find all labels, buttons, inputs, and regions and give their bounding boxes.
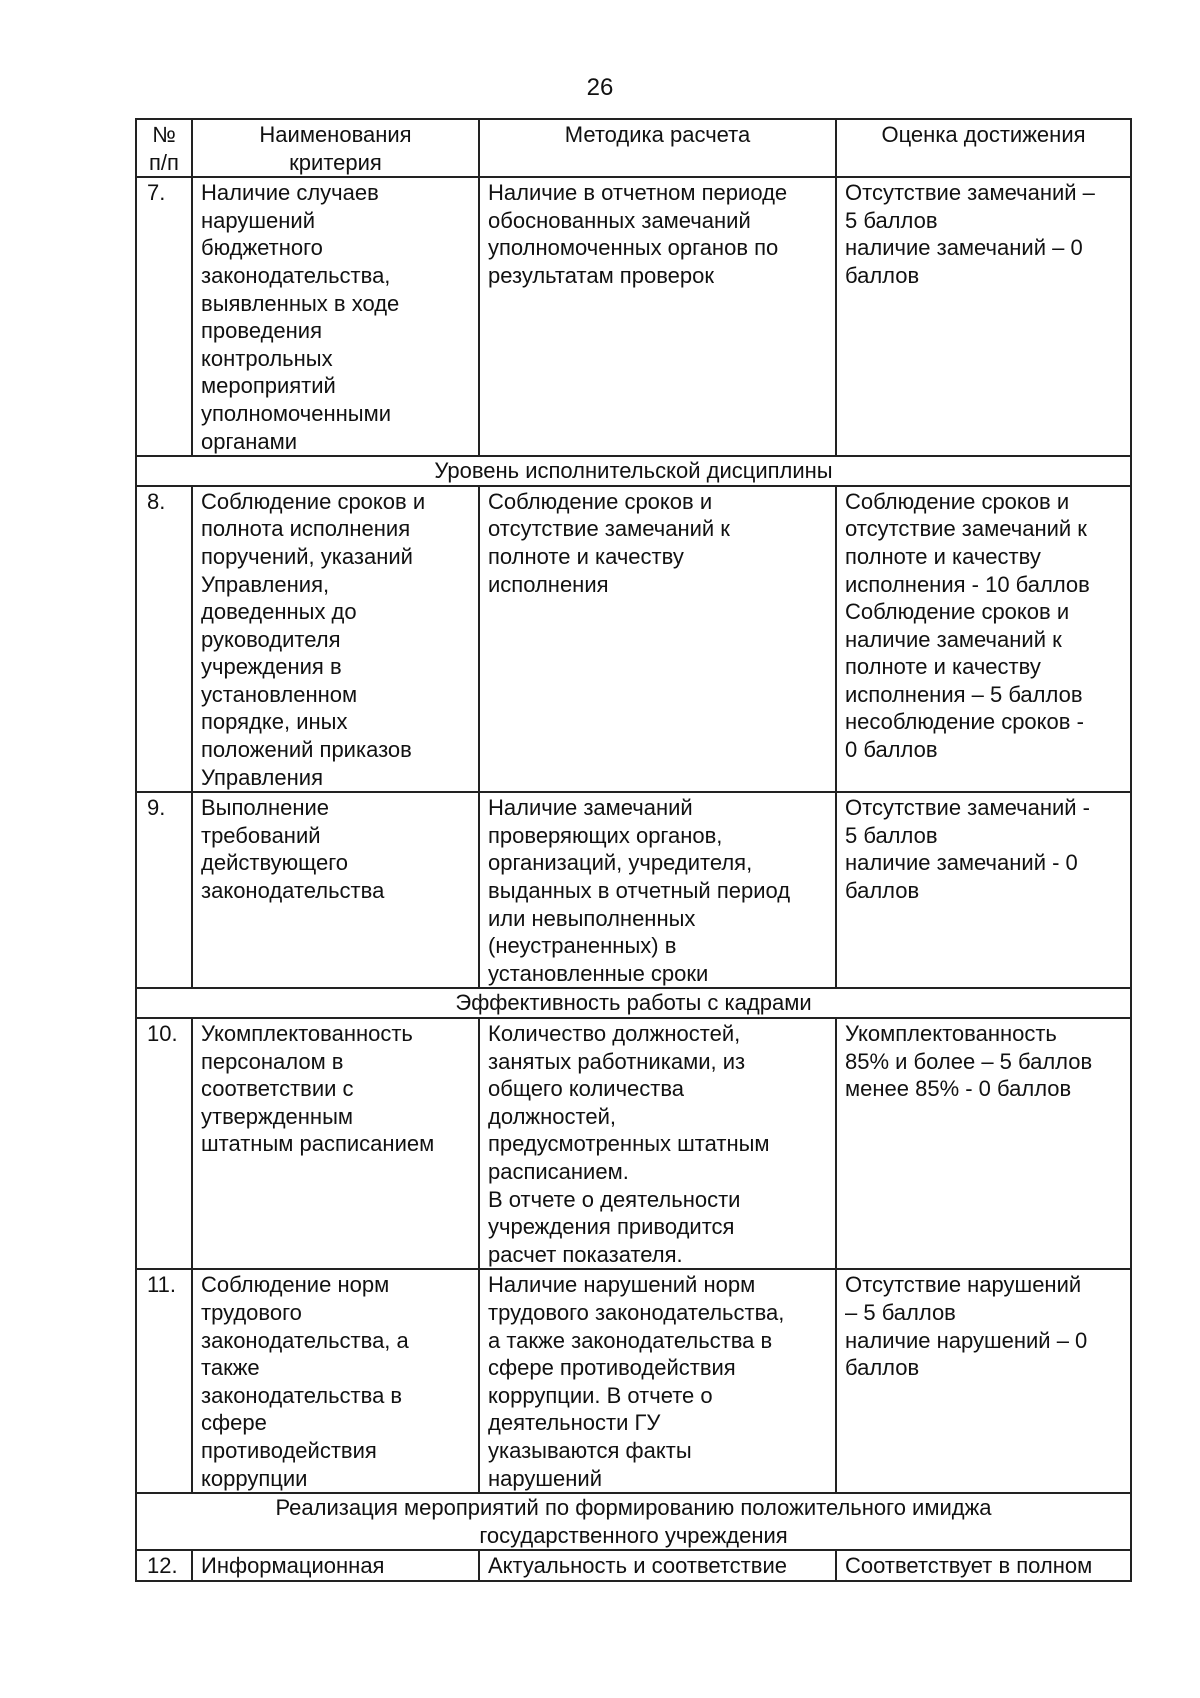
table-row — [136, 177, 1131, 456]
table-header-row — [136, 119, 1131, 177]
row-name: Соблюдение сроков и полнота исполнения поручений, указаний Управления, доведенных до руководителя учреждения в установленном порядке, иных положений приказов Управления — [192, 486, 479, 793]
section-row — [136, 988, 1131, 1018]
row-method: Наличие замечаний проверяющих органов, организаций, учредителя, выданных в отчетный период или невыполненных (неустраненных) в установленные сроки — [479, 792, 836, 988]
row-name: Информационная — [192, 1550, 479, 1581]
criteria-table — [135, 118, 1132, 1582]
page-number: 26 — [586, 74, 614, 101]
header-method: Методика расчета — [479, 119, 836, 177]
section-title: Реализация мероприятий по формированию положительного имиджа государственного учреждения — [136, 1493, 1131, 1550]
section-title: Уровень исполнительской дисциплины — [136, 456, 1131, 486]
section-row — [136, 456, 1131, 486]
row-num: 12. — [136, 1550, 192, 1581]
row-method: Наличие в отчетном периоде обоснованных замечаний уполномоченных органов по результатам проверок — [479, 177, 836, 456]
row-name: Соблюдение норм трудового законодательства, а также законодательства в сфере противодействия коррупции — [192, 1269, 479, 1493]
row-score: Отсутствие замечаний – 5 баллов наличие замечаний – 0 баллов — [836, 177, 1131, 456]
row-score: Соответствует в полном — [836, 1550, 1131, 1581]
row-method: Наличие нарушений норм трудового законодательства, а также законодательства в сфере противодействия коррупции. В отчете о деятельности ГУ указываются факты нарушений — [479, 1269, 836, 1493]
header-num: № п/п — [136, 119, 192, 177]
section-title: Эффективность работы с кадрами — [136, 988, 1131, 1018]
row-score: Укомплектованность 85% и более – 5 баллов менее 85% - 0 баллов — [836, 1018, 1131, 1269]
row-name: Укомплектованность персоналом в соответствии с утвержденным штатным расписанием — [192, 1018, 479, 1269]
row-name: Выполнение требований действующего законодательства — [192, 792, 479, 988]
section-row — [136, 1493, 1131, 1550]
row-method: Соблюдение сроков и отсутствие замечаний к полноте и качеству исполнения — [479, 486, 836, 793]
table-row — [136, 486, 1131, 793]
row-method: Количество должностей, занятых работниками, из общего количества должностей, предусмотренных штатным расписанием. В отчете о деятельности учреждения приводится расчет показателя. — [479, 1018, 836, 1269]
row-score: Отсутствие нарушений – 5 баллов наличие нарушений – 0 баллов — [836, 1269, 1131, 1493]
table-row — [136, 792, 1131, 988]
row-num: 7. — [136, 177, 192, 456]
table-row — [136, 1018, 1131, 1269]
row-name: Наличие случаев нарушений бюджетного законодательства, выявленных в ходе проведения контрольных мероприятий уполномоченными органами — [192, 177, 479, 456]
row-num: 11. — [136, 1269, 192, 1493]
row-method: Актуальность и соответствие — [479, 1550, 836, 1581]
table-row — [136, 1269, 1131, 1493]
row-score: Отсутствие замечаний - 5 баллов наличие замечаний - 0 баллов — [836, 792, 1131, 988]
row-num: 8. — [136, 486, 192, 793]
table-row — [136, 1550, 1131, 1581]
header-name: Наименования критерия — [192, 119, 479, 177]
row-score: Соблюдение сроков и отсутствие замечаний к полноте и качеству исполнения - 10 баллов Соблюдение сроков и наличие замечаний к полноте и качеству исполнения – 5 баллов несоблюдение сроков - 0 баллов — [836, 486, 1131, 793]
row-num: 10. — [136, 1018, 192, 1269]
header-score: Оценка достижения — [836, 119, 1131, 177]
row-num: 9. — [136, 792, 192, 988]
